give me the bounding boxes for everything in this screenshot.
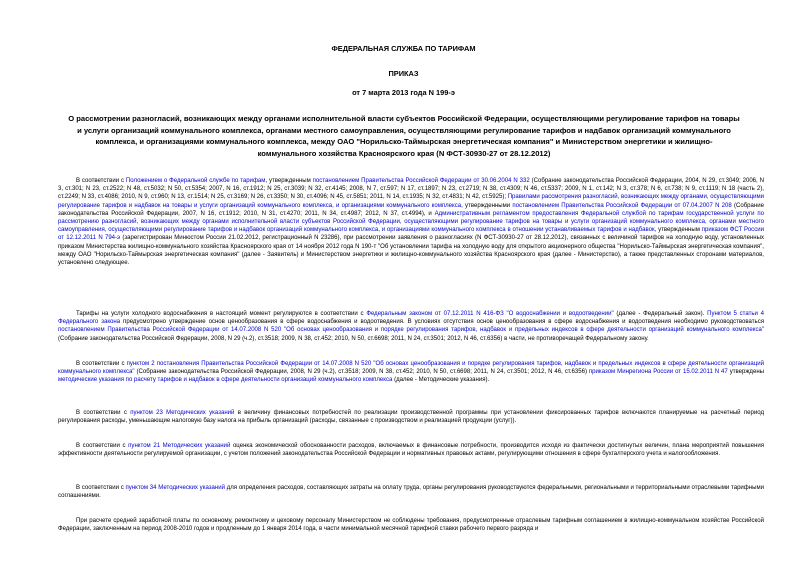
paragraph-text: (Собрание законодательства Российской Федерации, 2008, N 29 (ч.2), ст.3518; 2009, N 38, ст.452; 2010, N 50, ст.6698; 2011, N 24, ст.3501; 2012, N 46, ст.6356) в части, не противоречащей Федеральному закону. xyxy=(58,335,649,342)
paragraph-text: , утвержденным xyxy=(265,178,313,184)
document-link[interactable]: постановлением Правительства Российской Федерации от 30.06.2004 N 332 xyxy=(312,178,530,184)
paragraph-text: утверждены xyxy=(727,369,764,376)
paragraph-text: (Собрание законодательства Российской Федерации, 2004, N 29, ст.3049; 2006, N 3, ст.301; N 23, ст.2522; N 48, ст.5032; N 50, ст.5354; 2007, N 16, ст.1912; N 25, ст.3039; N 32, ст.4145; 2008, N 7, ст.597; N 17, ст.1897; N 23, ст.2719; N 38, ст.4309; N 46, ст.5337; 2009, N 1, ст.142; N 3, ст.378; N 6, ст.738; N 9, ст.1119; N 18 (часть 2), ст.2249; N 33, ст.4086; 2010, N 9, ст.960; N 13, ст.1514; N 25, ст.3169; N 26, ст.3350; N 30, ст.4096; N 45, ст.5851; 2011, N 14, ст.1935; N 32, ст.4831; N 42, ст.5925); xyxy=(58,178,764,201)
document-link[interactable]: приказом Минрегиона России от 15.02.2011 N 47 xyxy=(588,369,728,376)
document-link[interactable]: Федеральным законом от 07.12.2011 N 416-ФЗ "О водоснабжении и водоотведении" xyxy=(366,311,614,317)
paragraph-text: (Собрание законодательства Российской Федерации, 2008, N 29 (ч.2), ст.3518; 2009, N 38, ст.452; 2010, N 50, ст.6698; 2011, N 24, ст.3501; 2012, N 46, ст.6356) xyxy=(134,369,589,376)
paragraph-text: предусмотрено утверждение основ ценообразования в сфере водоснабжения и водоотведения. В условиях отсутствия основ ценообразования в сфере водоснабжения и водоотведения необходимо руководствоваться xyxy=(120,319,764,326)
document-link[interactable]: пунктом 34 Методических указаний xyxy=(125,485,226,491)
paragraph-text: При расчете средней заработной платы по основному, ремонтному и цеховому персоналу Министерством не соблюдены требования, предусмотренные отраслевым тарифным соглашением в жилищно-коммунальном хозяйстве Российской Федерации, заключенным на период 2008-2010 годов и продленным до 1 января 2014 года, в части минимальной месячной тарифной ставки рабочего первого разряда и xyxy=(58,518,764,533)
paragraph-text: В соответствии с xyxy=(76,410,131,416)
paragraph-text: В соответствии с xyxy=(76,443,129,449)
document-link[interactable]: приказом ФСТ России от 12.12.2011 N 794-э xyxy=(58,227,764,242)
paragraph-text: в величину финансовых потребностей по реализации производственной программы при установлении фиксированных тарифов включаются планируемые на расчетный период регулирования расходы, уменьшающие налоговую базу налога на прибыль организаций (расходы, связанные с производством и реализацией продукции (услуг)). xyxy=(58,410,764,425)
paragraph-6 xyxy=(58,484,764,509)
document-link[interactable]: пунктом 2 постановления Правительства Российской Федерации от 14.07.2008 N 520 "Об основах ценообразования и порядке регулирования тарифов, надбавок и предельных индексов в сфере деятельности организаций коммунального комплекса" xyxy=(58,361,764,376)
document-link[interactable]: Пунктом 5 статьи 4 Федерального закона xyxy=(58,311,764,326)
document-date-number: от 7 марта 2013 года N 199-э xyxy=(352,88,455,97)
paragraph-text: , утвержденным xyxy=(654,227,702,234)
document-link[interactable]: пунктом 23 Методических указаний xyxy=(130,410,235,416)
paragraph-text: (далее - Методические указания). xyxy=(392,377,490,384)
document-link[interactable]: пунктом 21 Методических указаний xyxy=(128,443,231,449)
document-subject: О рассмотрении разногласий, возникающих между органами исполнительной власти субъектов Российской Федерации, осуществляющими регулирование тарифов на товары и услуги организаций коммунального комплекса, органами местного самоуправления, осуществляющими регулирование тарифов и надбавок организаций коммунального комплекса, и организациями коммунального комплекса, между ОАО "Норильско-Таймырская энергетическая компания" и Министерством энергетики и жилищно-коммунального хозяйства Красноярского края (N ФСТ-30930-27 от 28.12.2012) xyxy=(68,114,740,159)
paragraph-text: для определения расходов, составляющих затраты на оплату труда, органы регулирования руководствуются федеральными, региональными и территориальными отраслевыми тарифными соглашениями. xyxy=(58,485,764,500)
paragraph-4 xyxy=(58,409,764,434)
paragraph-text: (Собрание законодательства Российской Федерации, 2007, N 16, ст.1912; 2010, N 31, ст.4270; 2011, N 34, ст.4987; 2012, N 37, ст.4994), и xyxy=(58,202,764,217)
paragraph-text: Тарифы на услуги холодного водоснабжения в настоящий момент регулируются в соответствии с xyxy=(76,311,367,317)
document-link[interactable]: Правилами рассмотрения разногласий, возникающих между органами, осуществляющими регулирование тарифов и надбавок на товары и услуги организаций коммунального комплекса, и организациями коммунального комплекса xyxy=(58,194,764,209)
paragraph-text: оценка экономической обоснованности расходов, включаемых в финансовые потребности, производится исходя из фактически достигнутых величин, плана мероприятий повышения эффективности деятельности регулируемой организации, с учетом положений законодательства Российской Федерации и нормативных правовых актами, регулирующими отношения в сфере бухгалтерского учета и налогообложения. xyxy=(58,443,764,458)
paragraph-text: В соответствии с xyxy=(76,361,127,367)
paragraph-5 xyxy=(58,442,764,475)
paragraph-text: В соответствии с xyxy=(76,485,126,491)
paragraph-7 xyxy=(58,517,764,571)
document-link[interactable]: Административным регламентом предоставления Федеральной службой по тарифам государственной услуги по рассмотрению разногласий, возникающих между органами исполнительной власти субъектов Российской Федерации, осуществляющими регулирование тарифов на товары и услуги организаций коммунального комплекса, органами местного самоуправления, осуществляющими регулирование тарифов и надбавок организаций коммунального комплекса, и организациями коммунального комплекса в отношении устанавливаемых тарифов и надбавок xyxy=(58,210,764,234)
paragraph-text: В соответствии с xyxy=(76,178,126,184)
paragraph-text: (далее - Федеральный закон). xyxy=(613,311,708,317)
paragraph-text: , утвержденными xyxy=(461,202,513,209)
paragraph-1 xyxy=(58,177,764,301)
paragraph-2 xyxy=(58,310,764,352)
document-link[interactable]: постановлением Правительства Российской Федерации от 07.04.2007 N 208 xyxy=(512,202,732,209)
paragraph-text: (зарегистрирован Минюстом России 21.02.2012, регистрационный N 23286), при рассмотрении заявления о разногласиях (N ФСТ-30930-27 от 28.12.2012), связанных с величиной тарифов на холодную воду, установленных приказом Министерства жилищно-коммунального хозяйства Красноярского края от 14 ноября 2012 года N 190-т "Об установлении тарифа на холодную воду для открытого акционерного общества "Норильско-Таймырская энергетическая компания", между ОАО "Норильско-Таймырская энергетическая компания" (далее - Заявитель) и Министерством энергетики и жилищно-коммунального хозяйства Красноярского края (далее - Министерство), а также представленных сторонами материалов, установлено следующее. xyxy=(58,235,764,267)
document-type: ПРИКАЗ xyxy=(388,69,419,78)
document-link[interactable]: методические указания по расчету тарифов и надбавок в сфере деятельности организаций коммунального комплекса xyxy=(58,377,393,384)
document-link[interactable]: постановлением Правительства Российской Федерации от 14.07.2008 N 520 "Об основах ценообразования и порядке регулирования тарифов, надбавок и предельных индексов в сфере деятельности организаций коммунального комплекса" xyxy=(58,327,764,334)
document-link[interactable]: Положением о Федеральной службе по тарифам xyxy=(125,178,266,184)
agency-title: ФЕДЕРАЛЬНАЯ СЛУЖБА ПО ТАРИФАМ xyxy=(331,44,476,53)
paragraph-3 xyxy=(58,360,764,393)
